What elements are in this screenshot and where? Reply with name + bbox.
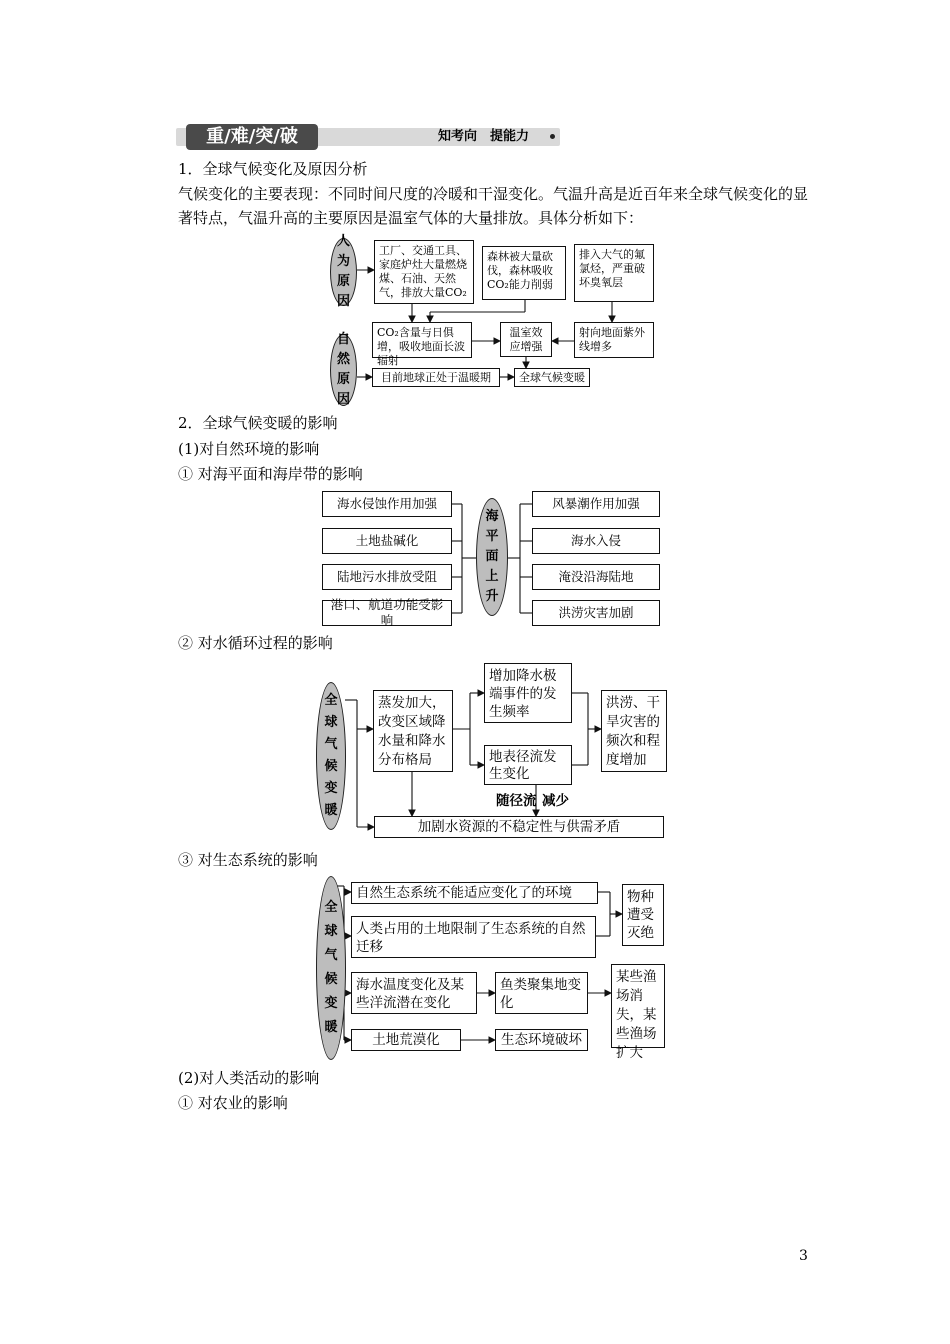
- section-heading-1: 1．全球气候变化及原因分析: [178, 160, 368, 178]
- human-cause-oval: 人为原因: [330, 238, 357, 306]
- uv-increase-box: 射向地面紫外线增多: [574, 322, 654, 358]
- left-effect-box: 港口、航道功能受影响: [322, 600, 452, 626]
- co2-increase-box: CO₂含量与日俱增，吸收地面长波辐射: [372, 322, 472, 358]
- global-warming-box: 全球气候变暖: [514, 368, 590, 387]
- sea-temp-box: 海水温度变化及某些洋流潜在变化: [351, 972, 477, 1014]
- factory-emission-box: 工厂、交通工具、家庭炉灶大量燃烧煤、石油、天然气，排放大量CO₂: [374, 240, 474, 304]
- intro-paragraph: 气候变化的主要表现：不同时间尺度的冷暖和干湿变化。气温升高是近百年来全球气候变化的显著特点，气温升高的主要原因是温室气体的大量排放。具体分析如下：: [178, 185, 809, 227]
- subheading-natural: (1)对自然环境的影响: [178, 440, 320, 458]
- runoff-change-box: 地表径流发生变化: [484, 745, 572, 785]
- right-effect-box: 洪涝灾害加剧: [532, 600, 660, 626]
- right-effect-box: 风暴潮作用加强: [532, 491, 660, 517]
- page-number: 3: [799, 1248, 808, 1264]
- runoff-label: 随径流: [496, 793, 537, 809]
- subheading-sea-level: ① 对海平面和海岸带的影响: [178, 465, 363, 483]
- subheading-ecosystem: ③ 对生态系统的影响: [178, 851, 318, 869]
- warm-period-box: 目前地球正处于温暖期: [372, 368, 500, 387]
- right-effect-box: 海水入侵: [532, 528, 660, 554]
- land-use-box: 人类占用的土地限制了生态系统的自然迁移: [351, 916, 596, 958]
- subheading-human: (2)对人类活动的影响: [178, 1069, 320, 1087]
- eco-adapt-box: 自然生态系统不能适应变化了的环境: [351, 882, 598, 904]
- desertification-box: 土地荒漠化: [351, 1029, 461, 1051]
- extreme-precip-box: 增加降水极端事件的发生频率: [484, 663, 572, 723]
- banner-title: 重/难/突/破: [206, 126, 298, 147]
- flood-drought-box: 洪涝、干旱灾害的频次和程度增加: [601, 690, 667, 772]
- water-resource-box: 加剧水资源的不稳定性与供需矛盾: [374, 816, 664, 838]
- decrease-label: 减少: [542, 793, 569, 809]
- left-effect-box: 陆地污水排放受阻: [322, 564, 452, 590]
- natural-cause-oval: 自然原因: [330, 334, 357, 406]
- sea-level-rise-oval: 海平面上升: [476, 498, 508, 616]
- left-effect-box: 海水侵蚀作用加强: [322, 491, 452, 517]
- evaporation-box: 蒸发加大，改变区域降水量和降水分布格局: [373, 690, 453, 772]
- fishery-change-box: 某些渔场消失，某些渔场扩大: [611, 964, 665, 1048]
- deforestation-box: 森林被大量砍伐，森林吸收CO₂能力削弱: [482, 246, 566, 300]
- subheading-water-cycle: ② 对水循环过程的影响: [178, 634, 333, 652]
- section-heading-2: 2．全球气候变暖的影响: [178, 414, 338, 432]
- global-warming-oval-eco: 全球气候变暖: [316, 876, 346, 1060]
- greenhouse-effect-box: 温室效应增强: [500, 322, 552, 357]
- species-extinct-box: 物种遭受灭绝: [622, 884, 664, 946]
- cfc-box: 排入大气的氟氯烃，严重破坏臭氧层: [574, 244, 654, 302]
- eco-damage-box: 生态环境破坏: [495, 1029, 588, 1051]
- banner-subtitle: 知考向 提能力: [438, 129, 530, 144]
- fish-gathering-box: 鱼类聚集地变化: [495, 972, 588, 1014]
- left-effect-box: 土地盐碱化: [322, 528, 452, 554]
- right-effect-box: 淹没沿海陆地: [532, 564, 660, 590]
- subheading-agriculture: ① 对农业的影响: [178, 1094, 288, 1112]
- global-warming-oval-water: 全球气候变暖: [316, 682, 346, 830]
